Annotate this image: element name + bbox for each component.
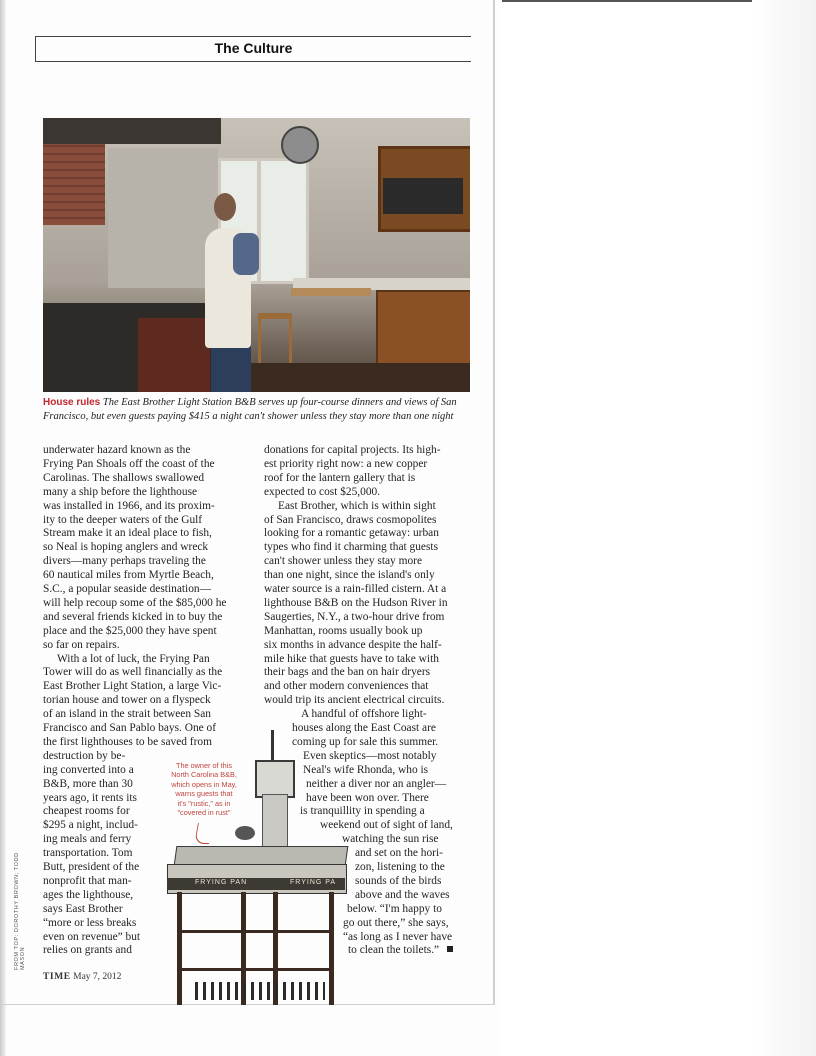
article-line: ing converted into a: [43, 763, 134, 776]
article-line: watching the sun rise: [342, 833, 439, 846]
article-line: so far on repairs.: [43, 638, 120, 651]
photo-steel-backsplash: [108, 148, 218, 288]
article-line: lighthouse B&B on the Hudson River in: [264, 596, 448, 609]
annotation-line: warns guests that: [175, 789, 233, 799]
article-line: donations for capital projects. Its high-: [264, 444, 441, 456]
article-line: Tower will do as well financially as the: [43, 666, 223, 679]
article-line: mile hike that guests have to take with: [264, 652, 439, 665]
article-line: neither a diver nor an angler—: [306, 777, 447, 790]
annotation-line: North Carolina B&B,: [171, 770, 237, 780]
facing-page-top-rule: [502, 0, 752, 2]
footer-brand: TIME: [43, 972, 71, 982]
photo-microwave: [383, 178, 463, 214]
page-footer: [43, 972, 121, 982]
article-line: can't shower unless they stay more: [264, 555, 423, 568]
tower-dish: [235, 826, 255, 840]
article-line: go out there,” she says,: [343, 916, 449, 929]
article-line: says East Brother: [43, 902, 123, 915]
article-line: and other modern conveniences that: [264, 680, 429, 693]
tower-leg: [329, 892, 334, 1005]
article-line: est priority right now: a new copper: [264, 457, 428, 470]
article-line: place and the $25,000 they have spent: [43, 624, 217, 637]
end-of-article-mark: [447, 946, 453, 952]
section-header-rule: [36, 61, 471, 62]
photo-caption: [43, 396, 473, 424]
article-line: of an island in the strait between San: [43, 708, 211, 721]
caption-lead: House rules: [43, 397, 101, 408]
article-line: than one night, since the island's only: [264, 569, 435, 582]
article-line: their bags and the ban on hair dryers: [264, 666, 431, 679]
tower-deck-roof: [174, 846, 349, 866]
article-line: A handful of offshore light-: [301, 708, 427, 721]
photo-hanging-pan: [281, 126, 319, 164]
article-line: of San Francisco, draws cosmopolites: [264, 513, 437, 526]
annotation-line: "covered in rust": [177, 808, 231, 818]
photo-credit: FROM TOP: DOROTHY BROWN; TODD MASON: [14, 852, 26, 970]
photo-brick-wall: [43, 130, 105, 225]
article-line: years ago, it rents its: [43, 791, 137, 804]
annotation-line: The owner of this: [176, 761, 232, 770]
caption-text: The East Brother Light Station B&B serves up four-course dinners and views of San Francisco, but even guests paying $415 a night can't shower unless they stay more than one night: [43, 397, 457, 422]
photo-stove-front: [138, 318, 210, 392]
annotation-line: which opens in May,: [171, 779, 237, 789]
article-line: houses along the East Coast are: [292, 722, 436, 734]
article-line: many a ship before the lighthouse: [43, 485, 198, 498]
article-line: was installed in 1966, and its proxim-: [43, 499, 215, 512]
article-line: even on revenue” but: [43, 930, 141, 943]
article-line: above and the waves: [355, 888, 450, 901]
article-line: East Brother, which is within sight: [278, 499, 436, 512]
kitchen-photo: [43, 118, 470, 392]
article-line: divers—many perhaps traveling the: [43, 555, 206, 568]
article-line: types who find it charming that guests: [264, 541, 438, 554]
article-line: $295 a night, includ-: [43, 819, 138, 832]
article-line: Frying Pan Shoals off the coast of the: [43, 457, 215, 470]
page-edge: [0, 0, 6, 1056]
article-line: the first lighthouses to be saved from: [43, 735, 212, 748]
article-line: “as long as I never have: [343, 930, 453, 943]
article-line: transportation. Tom: [43, 847, 133, 860]
photo-cook-arm: [233, 233, 259, 275]
article-line: will help recoup some of the $85,000 he: [43, 596, 227, 609]
section-header: [35, 36, 471, 62]
photo-range-hood: [43, 118, 221, 144]
article-line: water source is a rain-filled cistern. At a: [264, 583, 447, 595]
sheet-divider: [493, 0, 495, 1005]
article-line: Stream make it an ideal place to fish,: [43, 527, 212, 540]
article-line: East Brother Light Station, a large Vic-: [43, 680, 222, 693]
tower-brace: [177, 930, 334, 933]
tower-shaft: [262, 794, 288, 852]
tower-annotation: [154, 761, 254, 817]
facing-page-edge: [752, 0, 816, 1056]
tower-leg: [177, 892, 182, 1005]
photo-island-table: [291, 288, 371, 296]
article-line: coming up for sale this summer.: [292, 735, 439, 748]
article-line: expected to cost $25,000.: [264, 485, 381, 498]
tower-lantern-room: [255, 760, 295, 798]
article-line: Neal's wife Rhonda, who is: [303, 763, 429, 776]
article-line: weekend out of sight of land,: [320, 819, 453, 832]
photo-cook-head: [214, 193, 236, 221]
article-line: nonprofit that man-: [43, 874, 132, 887]
article-line: torian house and tower on a flyspeck: [43, 694, 211, 707]
photo-floor: [213, 363, 470, 392]
article-line: to clean the toilets.”: [348, 944, 453, 958]
article-line: sounds of the birds: [355, 874, 442, 887]
article-line: looking for a romantic getaway: urban: [264, 527, 439, 540]
article-line: and several friends kicked in to buy the: [43, 610, 223, 623]
article-line: cheapest rooms for: [43, 805, 130, 818]
article-line: would trip its ancient electrical circuits.: [264, 694, 445, 707]
annotation-line: it's "rustic," as in: [177, 798, 231, 808]
article-line: B&B, more than 30: [43, 777, 133, 790]
article-line: relies on grants and: [43, 944, 132, 957]
article-line: ages the lighthouse,: [43, 888, 134, 901]
article-line: 60 nautical miles from Myrtle Beach,: [43, 569, 214, 582]
article-line: below. “I'm happy to: [347, 902, 442, 915]
article-line: so Neal is hoping anglers and wreck: [43, 541, 209, 554]
article-line: Manhattan, rooms usually book up: [264, 624, 423, 637]
article-line: Francisco and San Pablo bays. One of: [43, 722, 217, 734]
article-line: ing meals and ferry: [43, 833, 132, 846]
article-line: zon, listening to the: [355, 861, 445, 873]
article-line: and set on the hori-: [355, 847, 443, 860]
article-line: Carolinas. The shallows swallowed: [43, 471, 205, 484]
article-line: roof for the lantern gallery that is: [264, 471, 416, 484]
article-line: ity to the deeper waters of the Gulf: [43, 513, 203, 526]
article-line: have been won over. There: [306, 791, 429, 804]
photo-cook-legs: [211, 343, 251, 392]
article-line: underwater hazard known as the: [43, 444, 191, 456]
tower-brace: [177, 968, 334, 971]
tower-lower-railing: [195, 982, 325, 1000]
article-line: S.C., a popular seaside destination—: [43, 583, 211, 595]
article-line: “more or less breaks: [43, 916, 137, 929]
article-line: destruction by be-: [43, 749, 126, 762]
article-line: six months in advance despite the half-: [264, 638, 442, 651]
section-title: The Culture: [214, 40, 293, 56]
article-line: With a lot of luck, the Frying Pan: [57, 652, 210, 665]
article-line: Saugerties, N.Y., a two-hour drive from: [264, 610, 445, 623]
footer-date: May 7, 2012: [73, 972, 122, 982]
article-line: Butt, president of the: [43, 861, 140, 873]
article-line: Even skeptics—most notably: [303, 749, 437, 762]
tower-label-left: FRYING PAN: [195, 879, 248, 886]
tower-label-right: FRYING PA: [290, 879, 337, 886]
article-line: is tranquillity in spending a: [300, 805, 425, 818]
